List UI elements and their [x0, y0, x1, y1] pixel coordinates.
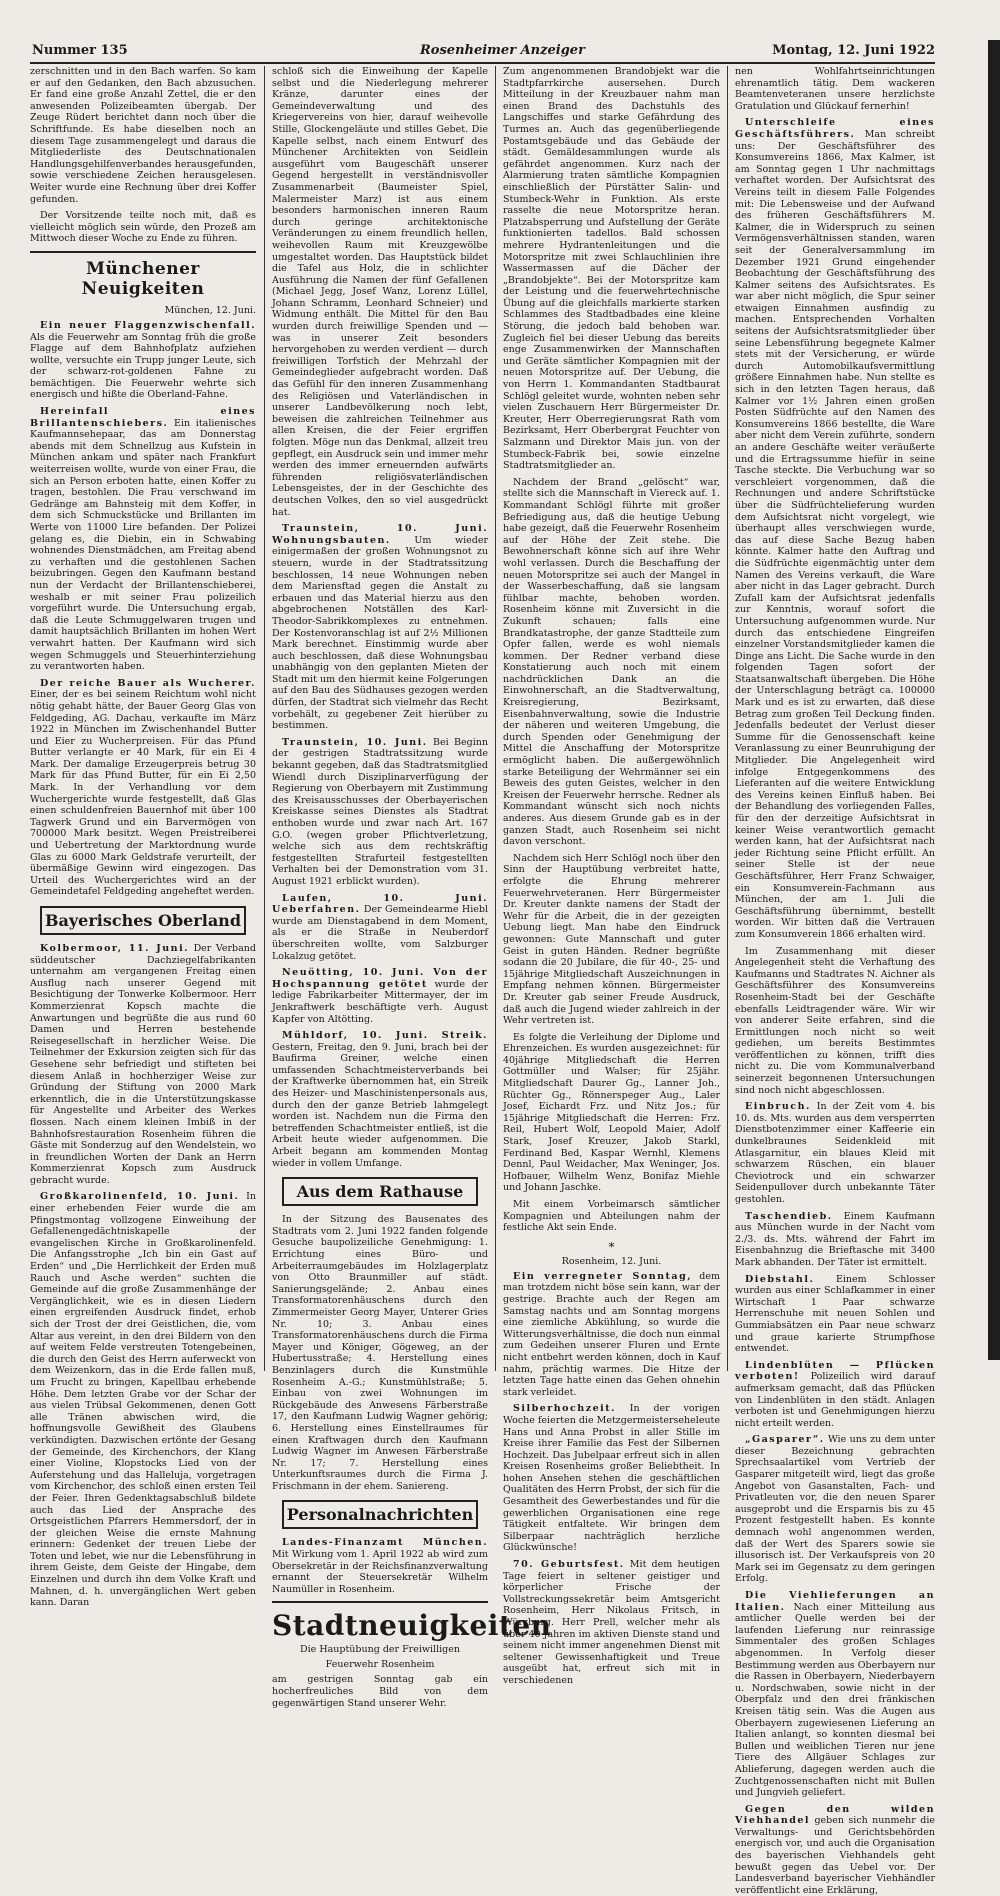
scan-edge: [988, 40, 1000, 1360]
news-item: [735, 117, 935, 940]
news-item: [272, 967, 488, 1025]
news-item: [735, 1434, 935, 1585]
article-paragraph: Nachdem der Brand „gelöscht“ war, stellte sich die Mannschaft in Viereck auf. 1. Kommandant Schlögl führte mit großer Befriedigung aus, daß die heutige Uebung habe gezeigt, daß die Feuerwehr Rosenheim auf der Höhe der Zeit stehe. Die Bewohnerschaft könne sich auf ihre Wehr wohl verlassen. Durch die Beschaffung der neuen Motorspritze sei auch der Mangel in der Wasserbeschaffung, daß sie langsam fühlbar machte, behoben worden. Rosenheim könne mit Zuversicht in die Zukunft schauen; falls eine Brandkatastrophe, der ganze Stadtteile zum Opfer fallen, werde es wohl niemals kommen. Der Redner verband diese Konstatierung auch noch mit einem nachdrücklichen Dank an die Einwohnerschaft, an die Stadtverwaltung, Kreisregierung, Bezirksamt, Eisenbahnverwaltung, sowie die Industrie der näheren und weiteren Umgebung, die durch Spenden oder Genehmigung der Mittel die Anschaffung der Motorspritze ermöglicht haben. Die außergewöhnlich starke Beteiligung der Wehrmänner sei ein Beweis des guten Geistes, welcher in den Kreisen der Feuerwehr herrsche. Redner als Kommandant wünscht sich noch nichts anderes. Aus diesem Grunde gab es in der ganzen Stadt, auch Rosenheim sei nicht davon verschont.: [503, 476, 720, 848]
news-item-text: In einer erhebenden Feier wurde die am Pfingstmontag vollzogene Einweihung der Gefallenengedächtniskapelle der evangelischen Kirche in Großkarolinenfeld. Die Anfangsstrophe „Ich bin ein Gast auf Erden“ und „Die Herrlichkeit der Erden muß Rauch und Asche werden“ suchten die Gemeinde auf die große Zusammenhänge der Vergänglichkeit, wie es in diesen Liedern einen ergreifenden Ausdruck findet, erhob sich der Trost der drei Geistlichen, die, vom Altar aus vereint, in den drei Bildern von den auf weitem Felde verstreuten Totengebeinen, die durch den Geist des Herrn auferweckt von dem Weizenkorn, das in die Erde fallen muß, um Frucht zu bringen, Kapellbau erhebende Höhe. Dem letzten Grabe vor der Schar der aus vielen Trübsal Gekommenen, denen Gott alle Tränen abwischen wird, die hoffnungsvolle Gewißheit des Glaubens verkündigten. Dazwischen ertönte der Gesang der Gemeinde, des Kirchenchors, der Klang einer Violine, Klopstocks Lied von der Auferstehung und das Halleluja, vorgetragen vom Kirchenchor, des schloß einen ersten Teil der Feier. Ihren Gedenktagsabschluß bildete auch das Lied der Ansprache des Ortsgeistlichen Pfarrers Hemmersdorf, der in der gleichen Weise die ernste Mahnung erinnern: Gedenket der treuen Liebe der Toten und lebet, wie nur die Lebensführung in ihrem Geiste, dem Geiste der Hingabe, dem Einzelnen und durch ihn dem Volke Kraft und Mahnen, d. h. unvergänglichen Wert geben kann. Daran: [30, 1191, 256, 1609]
news-item: [735, 1211, 935, 1269]
news-item: [272, 737, 488, 888]
news-item: [735, 1590, 935, 1799]
news-item: [735, 1101, 935, 1205]
news-item-text: Um wieder einigermaßen der großen Wohnungsnot zu steuern, wurde in der Stadtratssitzung beschlossen, 14 neue Wohnungen neben dem Mariensftad gegen die Anstalt zu erbauen und das Material hierzu aus den abgebrochenen Notställen des Karl-Theodor-Sabrikkomplexes zu entnehmen. Der Kostenvoranschlag ist auf 2½ Millionen Mark berechnet. Einstimmig wurde aber auch beschlossen, daß diese Wohnungsbau unabhängig von den geplanten Mieten der Stadt mit um den hiermit keine Folgerungen auf den Bau des Südhauses gezogen werden dürfen, der Stadtrat sich vielmehr das Recht vorbehält, zu gegebener Zeit hierüber zu bestimmen.: [272, 534, 488, 732]
section-heading-rathaus: Aus dem Rathause: [282, 1177, 478, 1206]
article-paragraph: In der Sitzung des Bausenates des Stadtrats vom 2. Juni 1922 fanden folgende Gesuche baupolizeiliche Genehmigung: 1. Errichtung eines Büro- und Arbeiterraumgebäudes im Holzlagerplatz von Otto Braunmiller auf städt. Sanierungsgelände; 2. Anbau eines Transformatorenhäuschens durch den Zimmermeister Georg Mayer, Unterer Gries Nr. 10; 3. Anbau eines Transformatorenhäuschens durch die Firma Mayer und Königer, Gögeweg, an der Hubertusstraße; 4. Herstellung eines Benzinlagers durch die Kunstmühle Rosenheim A.-G.; Kunstmühlstraße; 5. Einbau von zwei Wohnungen im Rückgebäude des Anwesens Färberstraße 17, den Kaufmann Ludwig Wagner gehörig; 6. Herstellung eines Einstellraumes für einen Kraftwagen durch den Kaufmann Ludwig Wagner im Anwesen Färberstraße Nr. 17; 7. Herstellung eines Unterkunftsraumes durch die Firma J. Frischmann in der ehem. Saniereng.: [272, 1214, 488, 1492]
news-item: [272, 893, 488, 963]
article-paragraph: Nachdem sich Herr Schlögl noch über den Sinn der Hauptübung verbreitet hatte, erfolgte die Ehrung mehrerer Feuerwehrveteranen. Herr Bürgermeister Dr. Kreuter dankte namens der Stadt der Wehr für die Arbeit, die in der gezeigten Uebung liegt. Man habe den Eindruck gewonnen: Gute Mannschaft und guter Geist in guten Händen. Redner begrüßte sodann die 20 Jubilare, die für 40-, 25- und 15jährige Mitgliedschaft Auszeichnungen in Empfang nehmen können. Bürgermeister Dr. Kreuter gab seiner Freude Ausdruck, daß auch die Jugend wieder zahlreich in der Wehr vertreten ist.: [503, 852, 720, 1027]
news-item: [30, 943, 256, 1186]
news-item-text: dem man trotzdem nicht böse sein kann, war der gestrige. Brachte auch der Regen am Samstag nachts und am Sonntag morgens eine ziemliche Abkühlung, so wurde die Witterungsverhältnisse, die doch nun einmal zum Gedeihen unserer Fluren und Ernte nicht entbehrt werden können, doch in Kauf nahm, prächtig warmes. Die Hitze der letzten Tage hatte einen das Gehen ohnehin stark verleidet.: [503, 1270, 721, 1398]
article-paragraph: nen Wohlfahrtseinrichtungen ehrenamtlich tätig. Dem wackeren Beamtenveteranen unsere herzlichste Gratulation und Glückauf fernerhin!: [735, 66, 935, 112]
news-item: [30, 678, 256, 898]
news-item-text: wurde der ledige Fabrikarbeiter Mittermayer, der im Jenkraftwerk beschäftigte verh. August Kapfer von Altötting.: [272, 978, 488, 1025]
news-item-title: Lindenblüten — Pflücken verboten!: [735, 1359, 935, 1383]
news-item-title: Gegen den wilden Viehhandel: [735, 1803, 935, 1827]
article-paragraph: Zum angenommenen Brandobjekt war die Stadtpfarrkirche ausersehen. Durch Mitteilung in der Kreuzbauer nahm man einen Brand des Dachstuhls des Langschiffes und starke Gefährdung des Turmes an. Auch das gegenüberliegende Postamtsgebäude und das Gebäude der städt. Gemäldesammlungen wurde als gefährdet angenommen. Kurz nach der Alarmierung traten sämtliche Kompagnien einschließlich der Pürstätter Salin- und Stumbeck-Wehr in Funktion. Als erste rasselte die neue Motorspritze heran. Platzabsperrung und Aufstellung der Geräte funktionierten tadellos. Bald schossen mehrere Hydrantenleitungen und die Motorspritze mit zwei Schlauchlinien ihre Wassermassen auf die Dächer der „Brandobjekte“. Bei der Motorspritze kam der Leistung und die feuerwehrtechnische Übung auf die gleichfalls markierte starken Schlammes des Stadtbadbades eine kleine Störung, die jedoch bald behoben war. Zugleich fiel bei dieser Uebung das bereits enge Zusammenwirken der Mannschaften und Geräte sämtlicher Kompagnien mit der neuen Motorspritze auf. Der Uebung, die von Herrn 1. Kommandanten Stadtbaurat Schlögl geleitet wurde, wohnten neben sehr vielen Zuschauern Herr Bürgermeister Dr. Kreuter, Herr Oberregierungsrat Rath vom Bezirksamt, Herr Oberbergrat Feuchter von Salzmann und Direktor Mais jun. von der Stumbeck-Fabrik bei, sowie einzelne Stadtratsmitglieder an.: [503, 66, 720, 472]
news-item-title: Die Viehlieferungen an Italien.: [735, 1590, 935, 1613]
news-item-text: Der Gemeindearme Hiebl wurde am Dienstagabend in dem Moment, als er die Straße in Neuberdorf überschreiten wollte, vom Salzburger Lokalzug getötet.: [272, 904, 488, 962]
issue-date: Montag, 12. Juni 1922: [772, 43, 935, 58]
news-item-text: Bei Beginn der gestrigen Stadtratssitzung wurde bekannt gegeben, daß das Stadtratsmitglied Wiendl durch Disziplinarverfügung der Regierung von Oberbayern mit Zustimmung des Kreisausschusses der Oberbayerischen Kreiskasse seines Dienstes als Stadtrat enthoben wurde und zwar nach Art. 167 G.O. (wegen grober Pflichtverletzung, welche sich aus dem rechtskräftig festgestellten Strafurteil festgestellten Verhalten bei der Demonstration vom 31. August 1921 erblickt wurden).: [272, 736, 488, 887]
article-paragraph: Es folgte die Verleihung der Diplome und Ehrenzeichen. Es wurden ausgezeichnet: für 40jährige Mitgliedschaft die Herren Gottmüller und Walser; für 25jähr. Mitgliedschaft Daurer Gg., Lanner Joh., Rüchter Gg., Rönnerspeger Aug., Laler Josef, Eichardt Frz. und Nitz Jos.; für 15jährige Mitgliedschaft die Herren: Frz. Reil, Hubert Wolf, Leopold Maier, Adolf Stark, Josef Kreuzer, Jakob Starkl, Ferdinand Bed, Kaspar Wernhl, Klemens Dennl, Paul Weidacher, Max Weninger, Jos. Hofbauer, Wilhelm Wenz, Bonifaz Miehle und Johann Jaschke.: [503, 1031, 720, 1194]
news-item-title: Traunstein, 10. Juni. Wohnungsbauten.: [272, 523, 488, 546]
article-subheading: Die Hauptübung der Freiwilligen: [300, 1644, 460, 1656]
dateline: München, 12. Juni.: [164, 304, 256, 316]
news-item-title: Neuötting, 10. Juni. Von der Hochspannung getötet: [272, 967, 488, 990]
news-item-title: Ein verregneter Sonntag,: [513, 1270, 693, 1282]
news-item-text: Polizeilich wird darauf aufmerksam gemacht, daß das Pflücken von Lindenblüten in den städt. Anlagen verboten ist und Genehmigungen hierzu nicht erteilt werden.: [735, 1371, 935, 1429]
column-3: [503, 66, 721, 1686]
section-heading-personal: Personalnachrichten: [282, 1500, 478, 1529]
news-item: [735, 1804, 935, 1896]
section-heading-stadtneuigkeiten: Stadtneuigkeiten: [272, 1609, 552, 1643]
article-paragraph: am gestrigen Sonntag gab ein hocherfreuliches Bild von dem gegenwärtigen Stand unserer Wehr.: [272, 1674, 488, 1709]
news-item-title: 70. Geburtsfest.: [513, 1559, 625, 1571]
news-item-title: Ein neuer Flaggenzwischenfall.: [40, 319, 256, 331]
news-item-text: In der vorigen Woche feierten die Metzgermeisterseheleute Hans und Anna Probst in aller Stille im Kreise ihrer Familie das Fest der Silbernen Hochzeit. Das Jubelpaar erfreut sich in allen Kreisen Rosenheims großer Beliebtheit. In hohen Ansehen stehen die geschäftlichen Qualitäten des Herrn Probst, der sich für die Gesamtheit des Gewerbestandes und für die gewerblichen Organisationen eine rege Tätigkeit entfaltete. Wir bringen dem Silberpaar nachträglich herzliche Glückwünsche!: [503, 1403, 720, 1554]
section-heading-muenchen: Münchener Neuigkeiten: [81, 258, 205, 299]
news-item-text: In der Zeit vom 4. bis 10. ds. Mts. wurden aus dem versperrten Dienstbotenzimmer einer Kaffeerie ein dunkelbraunes Seidenkleid mit Atlasgarnitur, ein blaues Kleid mit schwarzem Rüschen, ein blauer Cheviotrock und ein schwarzer Seidenpullover durch unbekannte Täter gestohlen.: [735, 1101, 935, 1205]
news-item-title: Der reiche Bauer als Wucherer.: [40, 677, 256, 689]
news-item: [272, 1030, 488, 1169]
column-rule: [495, 66, 496, 1371]
news-item: [735, 1274, 935, 1355]
article-paragraph: Mit einem Vorbeimarsch sämtlicher Kompagnien und Abteilungen nahm der festliche Akt sein Ende.: [503, 1199, 720, 1234]
asterisk-divider: *: [608, 1239, 615, 1254]
news-item-text: Ein italienisches Kaufmannsehepaar, das am Donnerstag abends mit dem Schnellzug aus Kufstein in München ankam und später nach Frankfurt weiterreisen wollte, wurde von einer Frau, die sich an Person erboten hatte, einen Koffer zu tragen, bestohlen. Die Frau verschwand im Gedränge am Bahnsteig mit dem Koffer, in dem sich Schmuckstücke und Brillanten im Werte von 11000 Lire befanden. Der Polizei gelang es, die Diebin, ein in Schwabing wohnendes Dienstmädchen, am Freitag abend zu verhaften und die gestohlenen Sachen beizubringen. Gegen den Kaufmann bestand nun der Verdacht der Brillantenschieberei, weshalb er mit seiner Frau polizeilich vorgeführt wurde. Die Untersuchung ergab, daß die Leute Schmuggelwaren trugen und damit hauptsächlich Brillanten im hohen Wert verwahrt hatten. Der Kaufmann wird sich wegen Schmuggels und Steuerhinterziehung zu verantworten haben.: [30, 417, 256, 673]
news-item-title: Taschendieb.: [745, 1210, 833, 1222]
news-item-title: Kolbermoor, 11. Juni.: [40, 943, 189, 954]
section-divider: [272, 1601, 488, 1603]
news-item: [503, 1559, 720, 1687]
news-item-title: Laufen, 10. Juni. Ueberfahren.: [272, 892, 488, 916]
news-item-title: Silberhochzeit.: [513, 1403, 616, 1415]
news-item-text: Der Verband süddeutscher Dachziegelfabrikanten unternahm am vergangenen Freitag einen Ausflug nach unserer Gegend mit Besichtigung der Tonwerke Kolbermoor. Herr Kommerzienrat Kopsch machte die Anwartungen und begrüßte die aus rund 60 Damen und Herren bestehende Reisegesellschaft in herzlicher Weise. Die Teilnehmer der Exkursion zeigten sich für das Gesehene sehr befriedigt und stifteten bei diesem Anlaß in hochherziger Weise zur Gründung der Stiftung von 2000 Mark erkenntlich, die in die Unterstützungskasse für Angestellte und Arbeiter des Werkes flossen. Nach einem kleinen Imbiß in der Bahnhofsrestauration Rosenheim führen die Gäste mit Sonderzug auf den Wendelstein, wo in freundlichen Worten der Dank an Herrn Kommerzienrat Kopsch zum Ausdruck gebracht wurde.: [30, 943, 257, 1186]
news-item: [272, 1537, 488, 1595]
masthead-title: Rosenheimer Anzeiger: [420, 43, 585, 58]
section-heading-oberland: Bayerisches Oberland: [40, 906, 246, 935]
article-subheading: Feuerwehr Rosenheim: [325, 1659, 435, 1671]
column-rule: [264, 66, 265, 1371]
news-item: [503, 1403, 720, 1554]
news-item-text: Einem Schlosser wurden aus einer Schlafkammer in einer Wirtschaft 1 Paar schwarze Herrenschuhe mit neuen Sohlen und Gummiabsätzen ein Paar neue schwarz und graue karierte Strumpfhose entwendet.: [735, 1273, 935, 1355]
news-item-text: Man schreibt uns: Der Geschäftsführer des Konsumvereins 1866, Max Kalmer, ist am Sonntag gegen 1 Uhr nachmittags verhaftet worden. Der Aufsichtsrat des Vereins teilt in diesem Falle Folgendes mit: Die Lebensweise und der Aufwand des früheren Geschäftsführers M. Kalmer, die in Widerspruch zu seinen Vermögensverhältnissen standen, waren seit der Generalversammlung im Dezember 1921 Grund eingehender Beobachtung der Geschäftsführung des Kalmer seitens des Aufsichtsrates. Es war aber nicht möglich, die Spur seiner etwaigen Einnahmen ausfindig zu machen. Entsprechenden Vorhalten seitens der Aufsichtsratsmitglieder über seine Lebensführung begegnete Kalmer stets mit der Versicherung, er würde durch Automobilkaufsvermittlung größere Einnahmen habe. Nun stellte es sich in den letzten Tagen heraus, daß Kalmer vor 1½ Jahren einen großen Posten Südfrüchte auf den Namen des Konsumvereins 1866 bestellte, die Ware aber nicht dem Verein zuführte, sondern an andere Geschäfte weiter veräußerte und die Ertragssumme hiefür in seine Tasche steckte. Die Verbuchung war so verschleiert vorgenommen, daß die Rechnungen und andere Schriftstücke über die Südfrüchtelieferung wurden dem Aufsichtsrat nicht vorgelegt, wie überhaupt alles verschwiegen wurde, das auf diese Sache Bezug haben könnte. Kalmer hatte den Auftrag und die Südfrüchte eigenmächtig unter dem Namen des Vereins verkauft, die Ware aber nicht in das Lager gebracht. Durch Zufall kam der Aufsichtsrat jedenfalls zur Kenntnis, worauf sofort die Untersuchung aufgenommen wurde. Nur durch das entschiedene Eingreifen einzelner Vorstandsmitglieder kamen die Dinge ans Licht. Die Sache wurde in den folgenden Tagen sofort der Staatsanwaltschaft übergeben. Die Höhe der Unterschlagung beträgt ca. 100000 Mark und es ist zu erwarten, daß diese Betrag zum großen Teil Deckung finden. Jedenfalls bedeutet der Verlust dieser Summe für die Genossenschaft keine Veranlassung zu einer Beunruhigung der Mitglieder. Die Angelegenheit wird infolge Entgegenkommens des Lieferanten auf die weitere Entwicklung des Vereins keinen Einfluß haben. Bei der Behandlung des vorliegenden Falles, für den der derzeitige Aufsichtsrat in keiner Weise verantwortlich gemacht werden kann, hat der Aufsichtsrat nach jeder Richtung seine Pflicht erfüllt. An seiner Stelle ist der neue Geschäftsführer, Herr Franz Schwaiger, ein Konsumverein-Fachmann aus München, der am 1. Juli die Geschäftsführung übernimmt, bestellt worden. Wir bitten daß die Vertrauen zum Konsumverein 1866 erhalten wird.: [735, 128, 935, 940]
article-paragraph: schloß sich die Einweihung der Kapelle selbst und die Niederlegung mehrerer Kränze, darunter eines der Gemeindeverwaltung und des Kriegervereins von hier, darauf weihevolle Stille, Glockengeläute und stilles Gebet. Die Kapelle selbst, nach einem Entwurf des Münchener Architekten von Seidlein ausgeführt vom Baugeschäft unserer Gegend hergestellt in verständnisvoller Zusammenarbeit (Baumeister Spiel, Malermeister Marz) ist aus einem besonders harmonischen inneren Raum durch geringe architektonische Veränderungen zu einem freundlich hellen, weihevollen Raum mit Kreuzgewölbe umgestaltet worden. Das Hauptstück bildet die Tafel aus Holz, die in schlichter Ausführung die Namen der fünf Gefallenen (Michael Jegg, Josef Wanz, Lorenz Lüllel, Johann Schramm, Leonhard Schneier) und Widmung enthält. Die Mittel für den Bau wurden durch freiwillige Spenden und — was in unserer Zeit besonders hervorgehoben zu werden verdient — durch freiwilligen Torfstich der Mehrzahl der Gemeindeglieder aufgebracht worden. Daß das Gefühl für den inneren Zusammenhang des Religiösen und Vaterländischen in unserer Landbevölkerung noch lebt, beweisen die zahlreichen Teilnehmer aus allen Kreisen, die der Feier ergriffen folgten. Möge nun das Denkmal, allzeit treu gepflegt, ein Ausdruck sein und immer mehr werden des immer erneuernden aufwärts führenden religiösvaterländischen Lebensgeistes, der in der Geschichte des deutschen Volkes, den so viel ausgedrückt hat.: [272, 66, 488, 518]
news-item-title: Traunstein, 10. Juni.: [282, 736, 428, 748]
news-item-text: Einem Kaufmann aus München wurde in der Nacht vom 2./3. ds. Mts. während der Fahrt im Eisenbahnzug die Brieftasche mit 3400 Mark abhanden. Der Täter ist ermittelt.: [735, 1210, 935, 1268]
news-item: [30, 1191, 256, 1608]
article-paragraph: Der Vorsitzende teilte noch mit, daß es vielleicht möglich sein würde, den Prozeß am Mittwoch dieser Woche zu Ende zu führen.: [30, 210, 256, 245]
news-item: [272, 523, 488, 732]
section-divider: [30, 251, 256, 253]
news-item-text: Nach einer Mitteilung aus amtlicher Quelle werden bei der laufenden Lieferung nur reinrassige Simmentaler des großen Schlages abgenommen. In Verfolg dieser Bestimmung werden aus Oberbayern nur die Rassen in Oberbayern, Niederbayern u. Nordschwaben, sowie nicht in der Oberpfalz und den drei fränkischen Kreisen tätig sein. Was die Augen aus Oberbayern zugewiesenen Lieferung an Italien anlangt, so konnten diesmal bei Bullen und weiblichen Tieren nur jene Tiere des Allgäuer Schlages zur Ablieferung, dagegen werden auch die Zuchtgenossenschaften nicht mit Bullen und Jungvieh geliefert.: [735, 1601, 935, 1799]
news-item-text: Einer, der es bei seinem Reichtum wohl nicht nötig gehabt hätte, der Bauer Georg Glas von Feldgeding, AG. Dachau, verkaufte im März 1922 in München im Zwischenhandel Butter und Eier zu Wucherpreisen. Für das Pfund Butter verlangte er 40 Mark, für ein Ei 4 Mark. Der damalige Erzeugerpreis betrug 30 Mark für das Pfund Butter, für ein Ei 2,50 Mark. In der Verhandlung vor dem Wuchergerichte wurde festgestellt, daß Glas einen schuldenfreien Bauernhof mit über 100 Tagwerk Grund und ein Barvermögen von 700000 Mark besitzt. Wegen Preistreiberei und Uebertretung der Marktordnung wurde Glas zu 6000 Mark Geldstrafe verurteilt, der übermäßige Gewinn wird eingezogen. Das Urteil des Wuchergerichtes wird an der Gemeindetafel Feldgeding angeheftet werden.: [30, 689, 256, 898]
column-1: [30, 66, 257, 1609]
news-item-title: Diebstahl.: [745, 1273, 815, 1285]
dateline: Rosenheim, 12. Juni.: [561, 1255, 662, 1267]
article-paragraph: Im Zusammenhang mit dieser Angelegenheit steht die Verhaftung des Kaufmanns und Stadtrates N. Aichner als Geschäftsführer des Konsumvereins Rosenheim-Stadt bei der Geschäfte ebenfalls Leidtragender wäre. Wir wir von anderer Seite erfahren, sind die Ermittlungen noch nicht so weit gediehen, um bereits Bestimmtes veröffentlichen zu können, trifft dies nicht zu. Die vom Kommunalverband seinerzeit begonnenen Untersuchungen sind noch nicht abgeschlossen.: [735, 945, 935, 1096]
page-header: [30, 40, 935, 64]
column-4: [735, 66, 935, 1896]
article-paragraph: zerschnitten und in den Bach warfen. So kam er auf den Gedanken, den Bach abzusuchen. Er fand eine große Anzahl Zettel, die er den anwesenden Polizeibeamten übergab. Der Zeuge Rüdert berichtet dann noch über die Schriftfunde. Es habe dieselben noch an diesem Tage zusammengelegt und daraus die Mitgliederliste des Deutschnationalen Handlungsgehilfenverbandes herausgefunden, sowie verschiedene Zeichen herausgelesen. Weiter wurde eine Rechnung über drei Koffer gefunden.: [30, 66, 256, 205]
news-item: [30, 406, 256, 673]
news-item-title: Einbruch.: [745, 1101, 811, 1113]
column-2: [272, 66, 552, 1709]
news-item-title: Mühldorf, 10. Juni. Streik.: [282, 1030, 488, 1042]
news-item-title: Großkarolinenfeld, 10. Juni.: [40, 1191, 240, 1203]
news-item-text: Mit Wirkung vom 1. April 1922 ab wird zum Obersekretär in der Reichsfinanzverwaltung ernannt der Steuersekretär Wilhelm Naumüller in Rosenheim.: [272, 1549, 488, 1595]
news-item: [503, 1271, 720, 1399]
news-item-title: „Gasparer“.: [745, 1434, 825, 1446]
issue-number: Nummer 135: [32, 43, 128, 58]
news-item-text: Mit dem heutigen Tage feiert in seltener geistiger und körperlicher Frische der Vollstreckungssekretär beim Amtsgericht Rosenheim, Herr Nikolaus Fritsch, in Würzburg. Herr Prell, welcher mehr als über 40 Jahren im aktiven Dienste stand und seinem nicht immer angenehmen Dienst mit seltener Gewissenhaftigkeit und Treue ausgeübt hat, erfreut sich mit in verschiedenen: [503, 1559, 720, 1686]
news-item: [30, 320, 256, 401]
column-rule: [727, 66, 728, 1371]
news-item-title: Landes-Finanzamt München.: [282, 1537, 488, 1549]
news-item-text: Als die Feuerwehr am Sonntag früh die große Flagge auf dem Bahnhofplatz aufziehen wollte, versuchte ein Trupp junger Leute, sich der schwarz-rot-goldenen Fahne zu bemächtigen. Die Feuerwehr wehrte sich energisch und hißte die Oberland-Fahne.: [30, 331, 256, 401]
news-item-text: geben sich nunmehr die Verwaltungs- und Gerichtsbehörden energisch vor, und auch die Organisation des bayerischen Viehhandels geht bewußt gegen das Uebel vor. Der Landesverband bayerischer Viehhändler veröffentlicht eine Erklärung,: [735, 1815, 935, 1896]
news-item-text: Gestern, Freitag, den 9. Juni, brach bei der Baufirma Greiner, welche einen umfassenden Schachtmeisterverbands bei der Kraftwerke übernommen hat, ein Streik des Heizer- und Maschinistenpersonals aus, durch den der ganze Betrieb lahmgelegt worden ist. Nachdem nun die Firma den betreffenden Schachtmeister entließ, ist die Arbeit heute wieder aufgenommen. Die Arbeit begann am kommenden Montag wieder in vollem Umfange.: [272, 1041, 488, 1169]
news-item-text: Wie uns zu dem unter dieser Bezeichnung gebrachten Sprechsaalartikel vom Vertrieb der Gasparer mitgeteilt wird, liegt das große Angebot von Gasanstalten, Fach- und Privatleuten vor, die den neuen Sparer ausgeprobt und die Ersparnis bis zu 45 Prozent festgestellt haben. Es konnte demnach wohl angenommen werden, daß der Wert des Sparers sowie sie illusorisch ist. Der Verkaufspreis von 20 Mark sei im Gegensatz zu dem geringen Erfolg.: [735, 1434, 935, 1585]
news-item-title: Unterschleife eines Geschäftsführers.: [735, 117, 935, 140]
news-item-title: Hereinfall eines Brillantenschiebers.: [30, 406, 256, 429]
news-item: [735, 1360, 935, 1430]
